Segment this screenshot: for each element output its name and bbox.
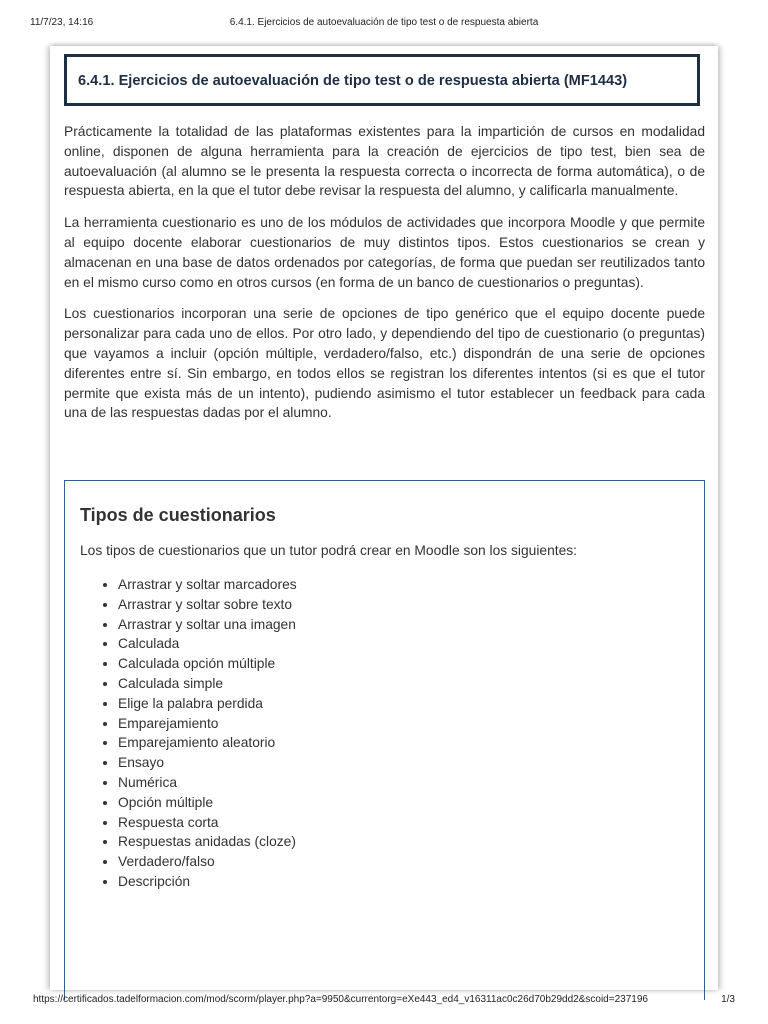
question-types-intro: Los tipos de cuestionarios que un tutor podrá crear en Moodle son los siguientes: [80, 543, 577, 558]
paragraph: Prácticamente la totalidad de las plataformas existentes para la impartición de cursos en modalidad online, disponen de alguna herramienta para la creación de ejercicios de tipo test, bien sea de autoevaluación (al alumno se le presenta la respuesta correcta o incorrecta de forma automática), o de respuesta abierta, en la que el tutor debe revisar la respuesta del alumno, y calificarla manualmente. [64, 124, 705, 199]
list-item: • Elige la palabra perdida [118, 694, 297, 714]
list-item: • Calculada [118, 634, 297, 654]
list-item: • Emparejamiento aleatorio [118, 733, 297, 753]
list-item: • Respuestas anidadas (cloze) [118, 832, 297, 852]
paragraph: Los cuestionarios incorporan una serie de opciones de tipo genérico que el equipo docente puede personalizar para cada uno de ellos. Por otro lado, y dependiendo del tipo de cuestionario (o preguntas) que vayamos a incluir (opción múltiple, verdadero/falso, etc.) dispondrán de una serie de opciones diferentes entre sí. Sin embargo, en todos ellos se registran los diferentes intentos (si es que el tutor permite que exista más de un intento), pudiendo asimismo el tutor establecer un feedback para cada una de las respuestas dadas por el alumno. [64, 306, 705, 421]
body-text [64, 122, 705, 435]
list-item: • Ensayo [118, 753, 297, 773]
section-title-box [64, 54, 700, 106]
list-item: • Arrastrar y soltar marcadores [118, 575, 297, 595]
question-types-heading: Tipos de cuestionarios [80, 505, 276, 525]
paragraph: La herramienta cuestionario es uno de los módulos de actividades que incorpora Moodle y que permite al equipo docente elaborar cuestionarios de muy distintos tipos. Estos cuestionarios se crean y almacenan en una base de datos ordenados por categorías, de forma que puedan ser reutilizados tanto en el mismo curso como en otros cursos (en forma de un banco de cuestionarios o preguntas). [64, 215, 705, 290]
list-item: • Verdadero/falso [118, 852, 297, 872]
list-item: • Opción múltiple [118, 793, 297, 813]
section-title: 6.4.1. Ejercicios de autoevaluación de tipo test o de respuesta abierta (MF1443) [78, 73, 628, 89]
list-item: • Calculada opción múltiple [118, 654, 297, 674]
question-types-box [64, 480, 705, 1000]
print-header [0, 0, 768, 40]
list-item: • Numérica [118, 773, 297, 793]
print-document-title: 6.4.1. Ejercicios de autoevaluación de tipo test o de respuesta abierta [229, 17, 539, 28]
list-item: • Arrastrar y soltar sobre texto [118, 595, 297, 615]
list-item: • Emparejamiento [118, 714, 297, 734]
list-item: • Respuesta corta [118, 813, 297, 833]
content-page [50, 46, 718, 990]
page-number: 1/3 [721, 994, 735, 1005]
print-date: 11/7/23, 14:16 [30, 17, 94, 28]
print-url: https://certificados.tadelformacion.com/mod/scorm/player.php?a=9950&currentorg=eXe443_ed4_v16311ac0c26d70b29dd2&scoid=237196 [33, 994, 648, 1005]
list-item: • Arrastrar y soltar una imagen [118, 615, 297, 635]
question-types-list [80, 575, 297, 892]
list-item: • Descripción [118, 872, 297, 892]
print-footer [0, 990, 768, 1010]
list-item: • Calculada simple [118, 674, 297, 694]
